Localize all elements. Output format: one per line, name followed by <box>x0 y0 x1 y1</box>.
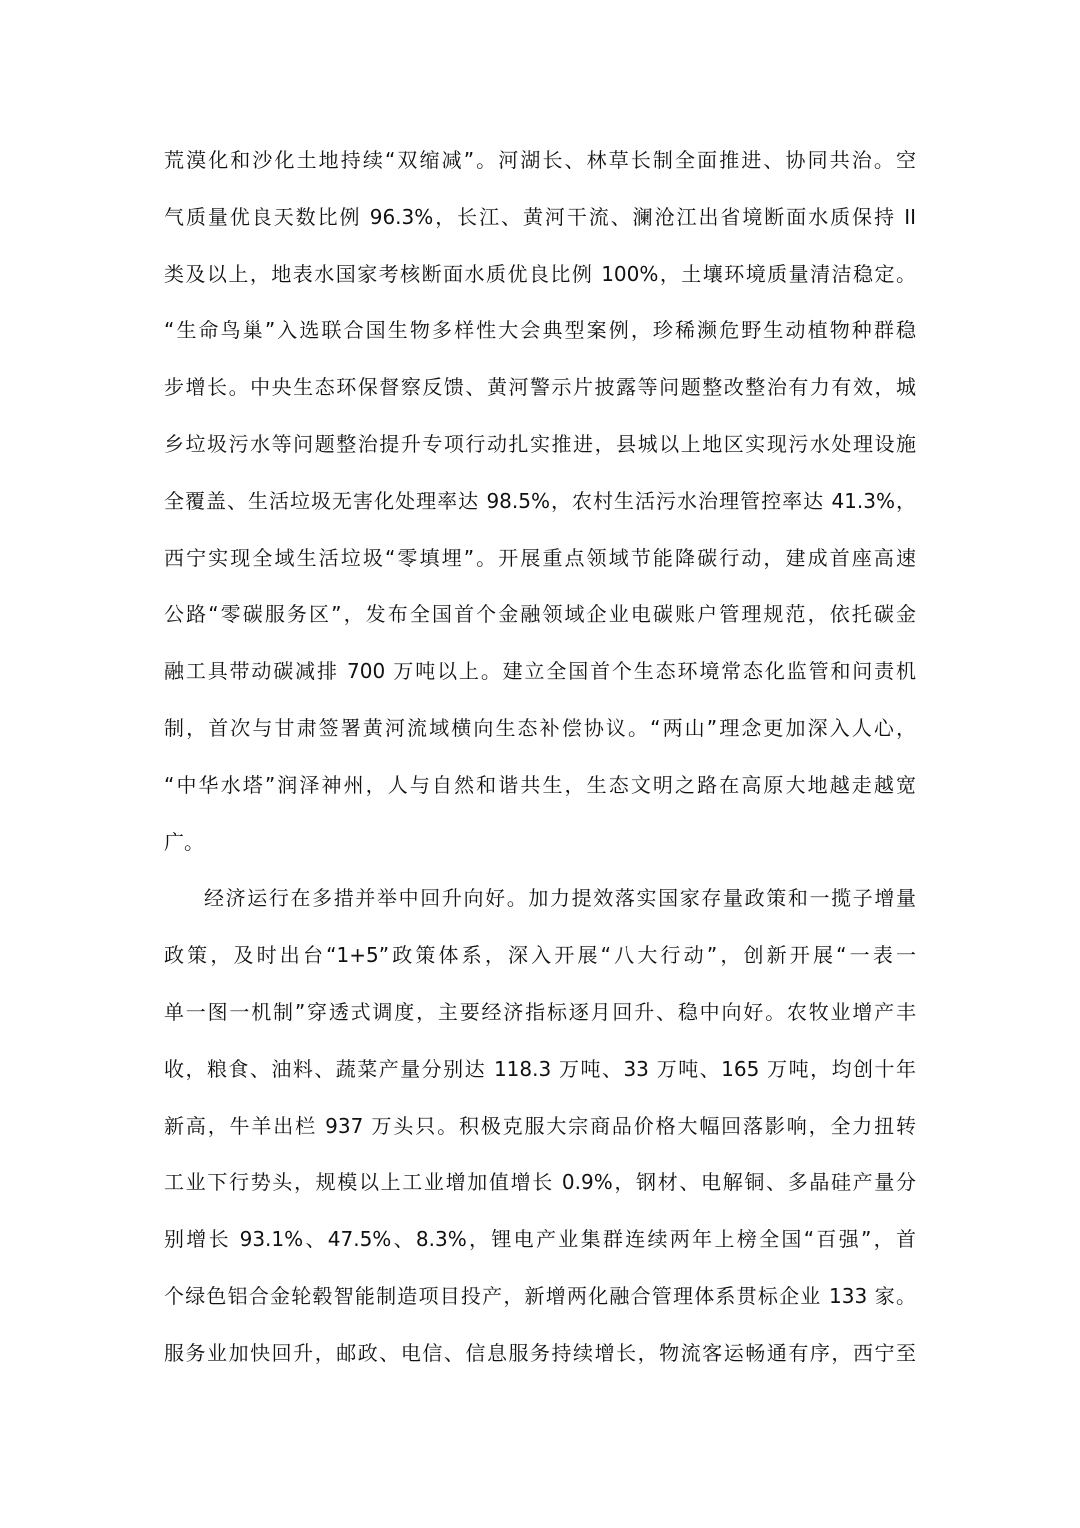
text-line: 个绿色铝合金轮毂智能制造项目投产，新增两化融合管理体系贯标企业 133 家。 <box>164 1283 916 1308</box>
text-line: 步增长。中央生态环保督察反馈、黄河警示片披露等问题整改整治有力有效，城 <box>164 375 916 400</box>
text-line: 气质量优良天数比例 96.3%，长江、黄河干流、澜沧江出省境断面水质保持 II <box>164 204 916 229</box>
paragraph-ecology <box>164 132 916 870</box>
text-line: 公路“零碳服务区”，发布全国首个金融领域企业电碳账户管理规范，依托碳金 <box>164 602 916 627</box>
text-line: 工业下行势头，规模以上工业增加值增长 0.9%，钢材、电解铜、多晶硅产量分 <box>164 1170 916 1195</box>
text-line: 新高，牛羊出栏 937 万头只。积极克服大宗商品价格大幅回落影响，全力扭转 <box>164 1113 916 1138</box>
text-line: “生命鸟巢”入选联合国生物多样性大会典型案例，珍稀濒危野生动植物种群稳 <box>164 318 916 343</box>
text-line: 西宁实现全域生活垃圾“零填埋”。开展重点领域节能降碳行动，建成首座高速 <box>164 545 916 570</box>
text-line: 类及以上，地表水国家考核断面水质优良比例 100%，土壤环境质量清洁稳定。 <box>164 261 916 286</box>
text-line: 荒漠化和沙化土地持续“双缩减”。河湖长、林草长制全面推进、协同共治。空 <box>164 148 916 172</box>
text-line: 服务业加快回升，邮政、电信、信息服务持续增长，物流客运畅通有序，西宁至 <box>164 1340 916 1365</box>
paragraph-economy <box>164 870 916 1381</box>
text-line: 乡垃圾污水等问题整治提升专项行动扎实推进，县城以上地区实现污水处理设施 <box>164 431 916 456</box>
text-line: “中华水塔”润泽神州，人与自然和谐共生，生态文明之路在高原大地越走越宽 <box>164 772 916 797</box>
text-line: 政策，及时出台“1+5”政策体系，深入开展“八大行动”，创新开展“一表一 <box>164 943 916 968</box>
text-line: 经济运行在多措并举中回升向好。加力提效落实国家存量政策和一揽子增量 <box>204 886 916 911</box>
text-line: 单一图一机制”穿透式调度，主要经济指标逐月回升、稳中向好。农牧业增产丰 <box>164 999 916 1024</box>
text-line: 别增长 93.1%、47.5%、8.3%，锂电产业集群连续两年上榜全国“百强”，首 <box>164 1227 916 1252</box>
text-line: 广。 <box>164 829 204 854</box>
text-line: 收，粮食、油料、蔬菜产量分别达 118.3 万吨、33 万吨、165 万吨，均创十年 <box>164 1056 916 1081</box>
text-line: 全覆盖、生活垃圾无害化处理率达 98.5%，农村生活污水治理管控率达 41.3%， <box>164 488 916 513</box>
document-page <box>164 132 916 1382</box>
text-line: 融工具带动碳减排 700 万吨以上。建立全国首个生态环境常态化监管和问责机 <box>164 659 916 684</box>
text-line: 制，首次与甘肃签署黄河流域横向生态补偿协议。“两山”理念更加深入人心， <box>164 715 916 740</box>
